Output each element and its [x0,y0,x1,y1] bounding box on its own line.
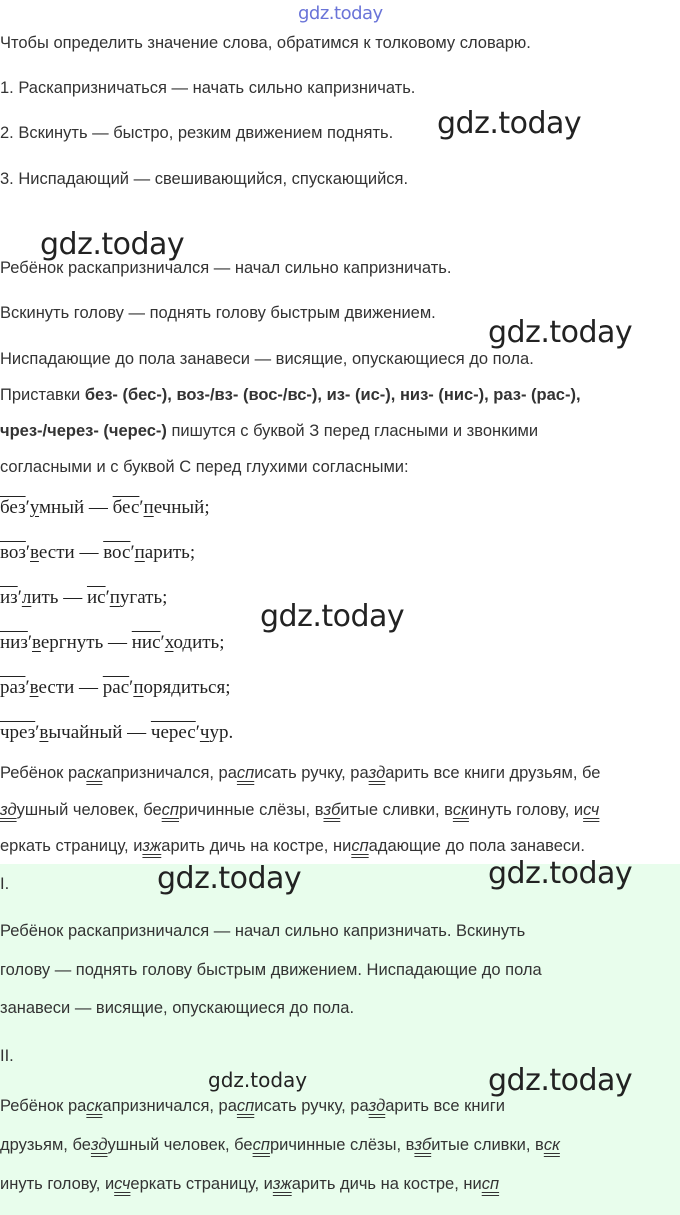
word-rest: ести — [38,677,103,698]
highlighted-letters: сп [252,1136,270,1154]
following-letter: в [30,542,39,563]
word-rest: угать; [119,587,168,608]
definition-2: 2. Вскинуть — быстро, резким движением поднять. [0,124,394,142]
highlighted-letters: сп [236,1097,255,1115]
text-span: еркать страницу, и [130,1175,273,1193]
example-2: Вскинуть голову — поднять голову быстрым движением. [0,304,436,322]
following-letter: в [29,677,39,698]
prefix: раз [0,677,26,698]
highlighted-letters: зж [142,837,162,855]
following-letter: ч [199,722,210,743]
text-span: апризничался, ра [102,764,237,782]
prefix-separator: ′ [25,542,31,563]
watermark: gdz.today [437,106,582,141]
prefix: воз [0,542,26,563]
prefix-separator: ′ [105,587,110,608]
text-span: арить дичь на костре, ни [291,1175,482,1193]
watermark: gdz.today [488,856,633,891]
word-pair-row [0,542,195,564]
prefix: нис [131,632,161,653]
word-rest: ечный; [153,497,210,518]
highlighted-letters: ск [543,1136,560,1154]
sentence-line [0,801,599,820]
following-letter: п [134,542,145,563]
watermark: gdz.today [488,1063,633,1098]
text-span: итые сливки, в [431,1136,544,1154]
highlighted-letters: ск [86,764,103,782]
highlighted-letters: зд [368,764,386,782]
following-letter: л [21,587,32,608]
prefix-separator: ′ [25,677,30,698]
following-letter: п [133,677,144,698]
text-span: апризничался, ра [102,1097,237,1115]
highlighted-letters: сп [236,764,255,782]
watermark-top: gdz.today [298,3,383,24]
highlighted-letters: зб [323,801,341,819]
prefix: из [0,587,18,608]
prefix: без [0,497,26,518]
rule-line-3: согласными и с буквой С перед глухими согласными: [0,458,409,476]
following-letter: п [109,587,120,608]
highlighted-letters: сч [583,801,600,819]
text-span: ричинные слёзы, в [179,801,324,819]
following-letter: в [39,722,49,743]
example-3: Ниспадающие до пола занавеси — висящие, опускающиеся до пола. [0,350,534,368]
prefix-separator: ′ [17,587,22,608]
highlighted-letters: сч [114,1175,131,1193]
text-span: еркать страницу, и [0,837,143,855]
following-letter: у [29,497,39,518]
word-rest: ергнуть — [40,632,132,653]
highlighted-letters: зд [0,801,17,819]
highlighted-letters: ск [86,1097,103,1115]
prefix: чрез [0,722,36,743]
prefix-separator: ′ [160,632,165,653]
prefix: низ [0,632,28,653]
part-1-line: Ребёнок раскапризничался — начал сильно капризничать. Вскинуть [0,922,526,940]
word-rest: ести — [38,542,104,563]
part-1-line: занавеси — висящие, опускающиеся до пола. [0,999,355,1017]
sentence-line [0,1175,499,1194]
word-rest: арить; [144,542,196,563]
part-1-line: голову — поднять голову быстрым движением. Ниспадающие до пола [0,961,542,979]
prefix: вос [103,542,131,563]
highlighted-letters: зж [272,1175,292,1193]
text-span: итые сливки, в [340,801,453,819]
prefix: бес [112,497,140,518]
following-letter: в [32,632,41,653]
following-letter: х [164,632,174,653]
prefix-separator: ′ [195,722,200,743]
word-pair-row [0,632,225,654]
sentence-line [0,1136,560,1155]
word-rest: мный — [39,497,113,518]
text-span: инуть голову, и [0,1175,115,1193]
answer-block [0,864,680,1215]
text-span: Ребёнок ра [0,764,87,782]
watermark: gdz.today [488,315,633,350]
text-span: инуть голову, и [468,801,584,819]
watermark: gdz.today [157,861,302,896]
text-span: исать ручку, ра [254,764,369,782]
highlighted-letters: ск [452,801,469,819]
word-pair-row [0,677,231,699]
text-span: Ребёнок ра [0,1097,87,1115]
text-span: адающие до пола занавеси. [368,837,585,855]
highlighted-letters: зб [414,1136,432,1154]
word-pair-row [0,587,167,609]
definition-3: 3. Ниспадающий — свешивающийся, спускающийся. [0,170,409,188]
word-pair-row [0,722,233,744]
prefix-separator: ′ [130,542,135,563]
text-span: арить все книги [385,1097,505,1115]
sentence-line [0,837,585,856]
text-span: ушный человек, бе [107,1136,253,1154]
prefix-separator: ′ [27,632,32,653]
word-rest: ычайный — [48,722,151,743]
watermark: gdz.today [208,1068,308,1092]
definition-1: 1. Раскапризничаться — начать сильно капризничать. [0,79,416,97]
prefix: ис [86,587,106,608]
word-rest: орядиться; [143,677,231,698]
text-span: арить все книги друзьям, бе [385,764,601,782]
following-letter: п [143,497,154,518]
prefix-separator: ′ [129,677,134,698]
sentence-line [0,1097,505,1116]
intro-text: Чтобы определить значение слова, обратимся к толковому словарю. [0,34,531,52]
word-rest: ить — [31,587,87,608]
watermark: gdz.today [40,227,185,262]
prefix: рас [102,677,130,698]
text-span: арить дичь на костре, ни [161,837,352,855]
example-1: Ребёнок раскапризничался — начал сильно капризничать. [0,259,452,277]
prefix-separator: ′ [25,497,30,518]
rule-line-1: Приставки без- (бес-), воз-/вз- (вос-/вс-), из- (ис-), низ- (нис-), раз- (рас-), [0,386,581,404]
part-2-label: II. [0,1047,14,1065]
text-span: ушный человек, бе [16,801,162,819]
highlighted-letters: сп [351,837,369,855]
prefix: черес [150,722,196,743]
prefix-separator: ′ [35,722,40,743]
text-span: исать ручку, ра [254,1097,369,1115]
watermark: gdz.today [260,599,405,634]
word-rest: ур. [209,722,234,743]
text-span: ричинные слёзы, в [269,1136,415,1154]
highlighted-letters: сп [161,801,180,819]
sentence-line [0,764,600,783]
part-1-label: I. [0,875,10,893]
word-rest: одить; [173,632,225,653]
rule-line-2: чрез-/через- (черес-) пишутся с буквой З перед гласными и звонкими [0,422,539,440]
highlighted-letters: сп [481,1175,500,1193]
prefix-separator: ′ [139,497,144,518]
highlighted-letters: зд [368,1097,386,1115]
word-pair-row [0,497,210,519]
text-span: друзьям, бе [0,1136,91,1154]
highlighted-letters: зд [90,1136,108,1154]
